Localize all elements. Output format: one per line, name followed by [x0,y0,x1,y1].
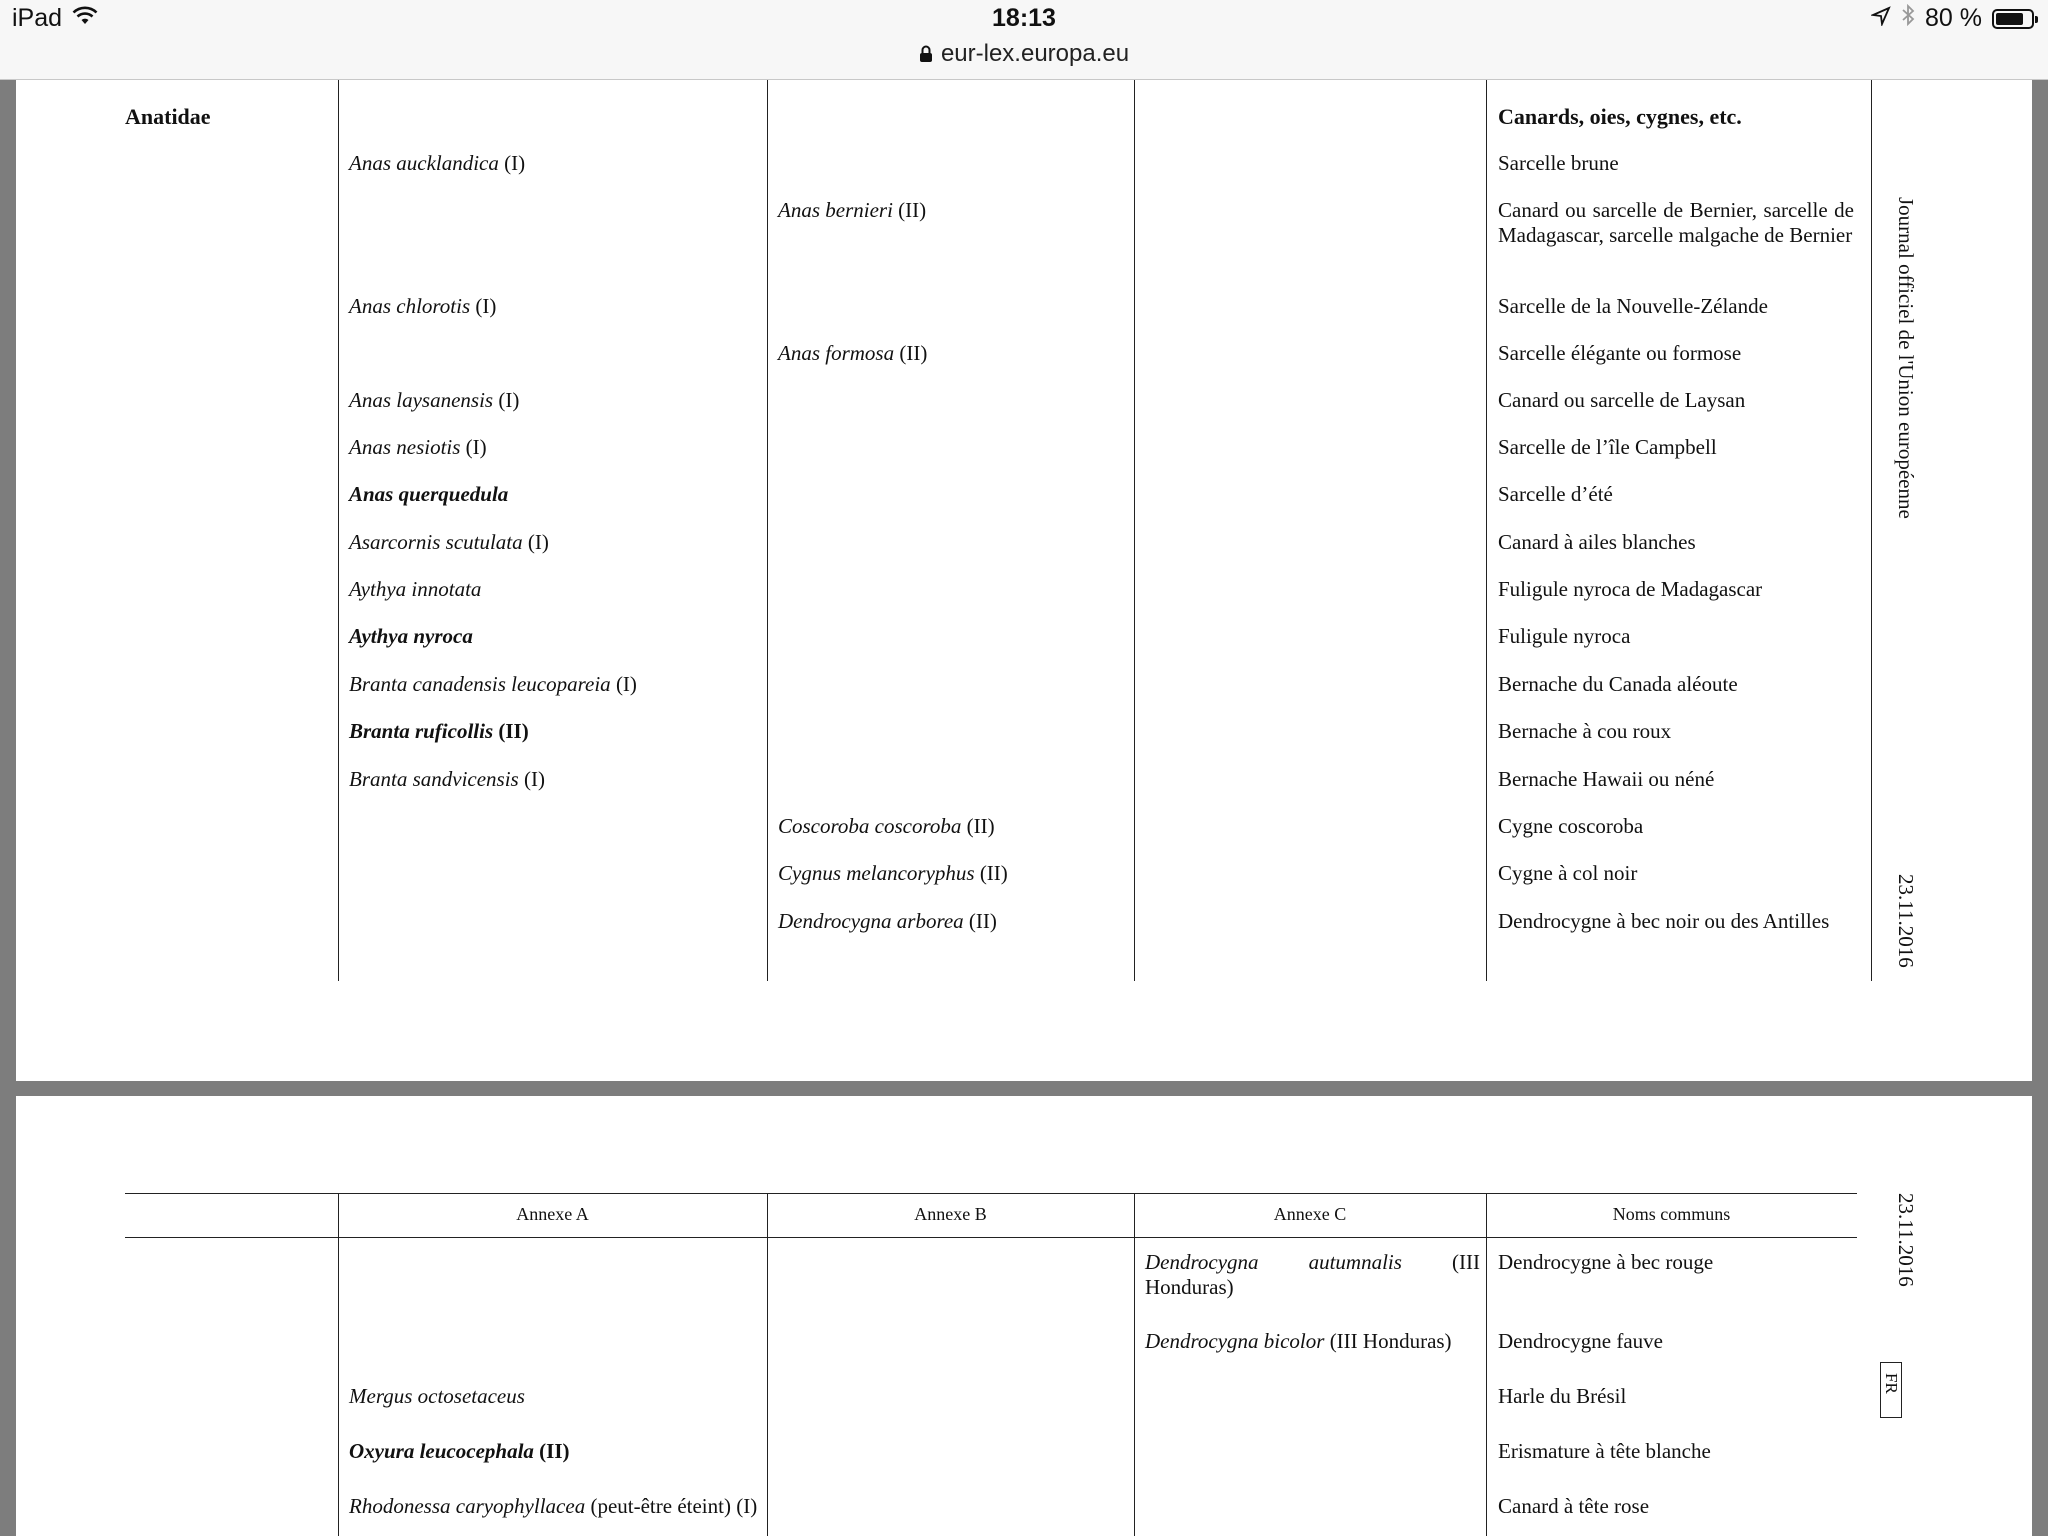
annexe-a-entry-annex-note: (I) [460,435,487,459]
column-divider [1134,80,1135,981]
column-divider [338,80,339,981]
journal-date: 23.11.2016 [1894,874,1918,968]
common-name: Sarcelle de l’île Campbell [1498,435,1717,459]
browser-top-bar [0,0,2048,80]
family-name: Anatidae [125,104,211,129]
annexe-a-entry [349,482,759,507]
annexe-a-entry [349,388,759,413]
annexe-a-entry-annex-note: (II) [533,1439,570,1463]
header-annexe-c: Annexe C [1273,1204,1347,1224]
annexe-a-entry-latin-name: Oxyura leucocephala [349,1439,534,1463]
annexe-a-entry-annex-note: (I) [493,388,520,412]
language-code: FR [1882,1373,1901,1394]
column-divider [1134,1193,1135,1536]
annexe-c-entry [1145,1250,1480,1300]
battery-percent: 80 % [1925,4,1982,32]
common-name: Canard ou sarcelle de Bernier, sarcelle de Madagascar, sarcelle malgache de Bernier [1498,198,1854,247]
annexe-b-entry-annex-note: (II) [963,909,997,933]
annexe-a-entry-latin-name: Anas nesiotis [349,435,461,459]
annexe-a-entry-annex-note: (I) [498,151,526,175]
annexe-a-entry-latin-name: Branta ruficollis [349,719,494,743]
annexe-c-entry-annex-note: (III Honduras) [1324,1329,1452,1353]
annexe-a-entry-annex-note: (I) [522,530,549,554]
annexe-a-entry-latin-name: Anas laysanensis [349,388,494,412]
annexe-a-entry [349,151,759,176]
annexe-c-entry-latin-name: Dendrocygna autumnalis [1145,1250,1402,1274]
annexe-a-entry-annex-note: (I) [610,672,637,696]
annexe-a-entry-latin-name: Anas querquedula [349,482,509,506]
common-name: Sarcelle élégante ou formose [1498,341,1742,365]
annexe-a-entry [349,294,759,319]
column-divider [767,80,768,981]
annexe-c-entry-annex-note: (III Honduras) [1145,1250,1480,1299]
annexe-b-entry-latin-name: Anas bernieri [778,198,893,222]
column-divider [338,1193,339,1536]
common-name: Sarcelle de la Nouvelle-Zélande [1498,294,1768,318]
annexe-c-entry-latin-name: Dendrocygna bicolor [1145,1329,1325,1353]
annexe-a-entry-latin-name: Anas chlorotis [349,294,471,318]
annexe-a-entry [349,1494,759,1519]
annexe-a-entry-latin-name: Anas aucklandica [349,151,499,175]
annexe-a-entry [349,435,759,460]
annexe-a-entry-annex-note: (I) [518,767,545,791]
common-name: Cygne coscoroba [1498,814,1644,838]
language-badge [1880,1362,1902,1418]
annexe-a-entry [349,1439,759,1464]
url-text: eur-lex.europa.eu [940,40,1130,67]
annexe-a-entry-annex-note: (I) [470,294,497,318]
common-name: Cygne à col noir [1498,861,1638,885]
annexe-b-entry-latin-name: Coscoroba coscoroba [778,814,962,838]
header-annexe-a: Annexe A [516,1204,589,1224]
common-name: Dendrocygne fauve [1498,1329,1664,1353]
common-name: Sarcelle brune [1498,151,1619,175]
annexe-a-entry [349,1384,759,1409]
column-divider [1871,80,1872,981]
annexe-a-entry [349,530,759,555]
common-name: Canard ou sarcelle de Laysan [1498,388,1746,412]
header-annexe-b: Annexe B [914,1204,987,1224]
lock-icon [919,42,933,70]
clock: 18:13 [992,4,1056,32]
document-page-2 [16,1096,2032,1536]
annexe-a-entry [349,624,759,649]
family-common-name: Canards, oies, cygnes, etc. [1498,104,1742,129]
annexe-b-entry [778,909,1128,934]
location-arrow-icon [1871,4,1891,33]
column-divider [1486,80,1487,981]
common-name: Bernache Hawaii ou néné [1498,767,1715,791]
annexe-a-entry-latin-name: Rhodonessa caryophyllacea [349,1494,586,1518]
annexe-b-entry [778,861,1128,886]
common-name: Fuligule nyroca [1498,624,1631,648]
common-name: Harle du Brésil [1498,1384,1627,1408]
annexe-a-entry-annex-note: (peut-être éteint) (I) [585,1494,758,1518]
common-name: Canard à ailes blanches [1498,530,1696,554]
common-name: Bernache à cou roux [1498,719,1672,743]
annexe-a-entry-annex-note: (II) [493,719,529,743]
device-name: iPad [12,4,63,32]
column-divider [1486,1193,1487,1536]
document-page-1 [16,80,2032,1081]
common-name: Fuligule nyroca de Madagascar [1498,577,1763,601]
common-name: Bernache du Canada aléoute [1498,672,1738,696]
annexe-a-entry [349,672,759,697]
bluetooth-icon [1901,4,1915,33]
annexe-b-entry-annex-note: (II) [892,198,927,222]
annexe-b-entry [778,198,1128,223]
annexe-c-entry [1145,1329,1480,1354]
annexe-a-entry-latin-name: Asarcornis scutulata [349,530,523,554]
annexe-a-entry-latin-name: Aythya innotata [349,577,482,601]
battery-icon [1992,9,2034,29]
annexe-a-entry-latin-name: Branta sandvicensis [349,767,519,791]
annexe-b-entry [778,341,1128,366]
annexe-b-entry-latin-name: Anas formosa [778,341,895,365]
table-header-rule [125,1237,1857,1238]
address-bar[interactable] [0,40,2048,70]
annexe-a-entry [349,577,759,602]
annexe-b-entry-latin-name: Cygnus melancoryphus [778,861,975,885]
annexe-b-entry-annex-note: (II) [974,861,1008,885]
header-common-names: Noms communs [1612,1204,1731,1224]
annexe-a-entry-latin-name: Aythya nyroca [349,624,473,648]
annexe-a-entry-latin-name: Mergus octosetaceus [349,1384,525,1408]
journal-running-title: Journal officiel de l'Union européenne [1894,197,1918,519]
annexe-b-entry-annex-note: (II) [961,814,995,838]
annexe-b-entry [778,814,1128,839]
common-name: Canard à tête rose [1498,1494,1650,1518]
annexe-b-entry-annex-note: (II) [894,341,928,365]
status-right [1871,4,2034,33]
column-divider [767,1193,768,1536]
annexe-a-entry [349,719,759,744]
annexe-a-entry [349,767,759,792]
common-name: Dendrocygne à bec rouge [1498,1250,1714,1274]
common-name: Sarcelle d’été [1498,482,1613,506]
common-name: Dendrocygne à bec noir ou des Antilles [1498,909,1830,933]
journal-date: 23.11.2016 [1894,1193,1918,1287]
annexe-a-entry-latin-name: Branta canadensis leucopareia [349,672,611,696]
annexe-b-entry-latin-name: Dendrocygna arborea [778,909,964,933]
table-top-rule [125,1193,1857,1194]
common-name: Erismature à tête blanche [1498,1439,1711,1463]
